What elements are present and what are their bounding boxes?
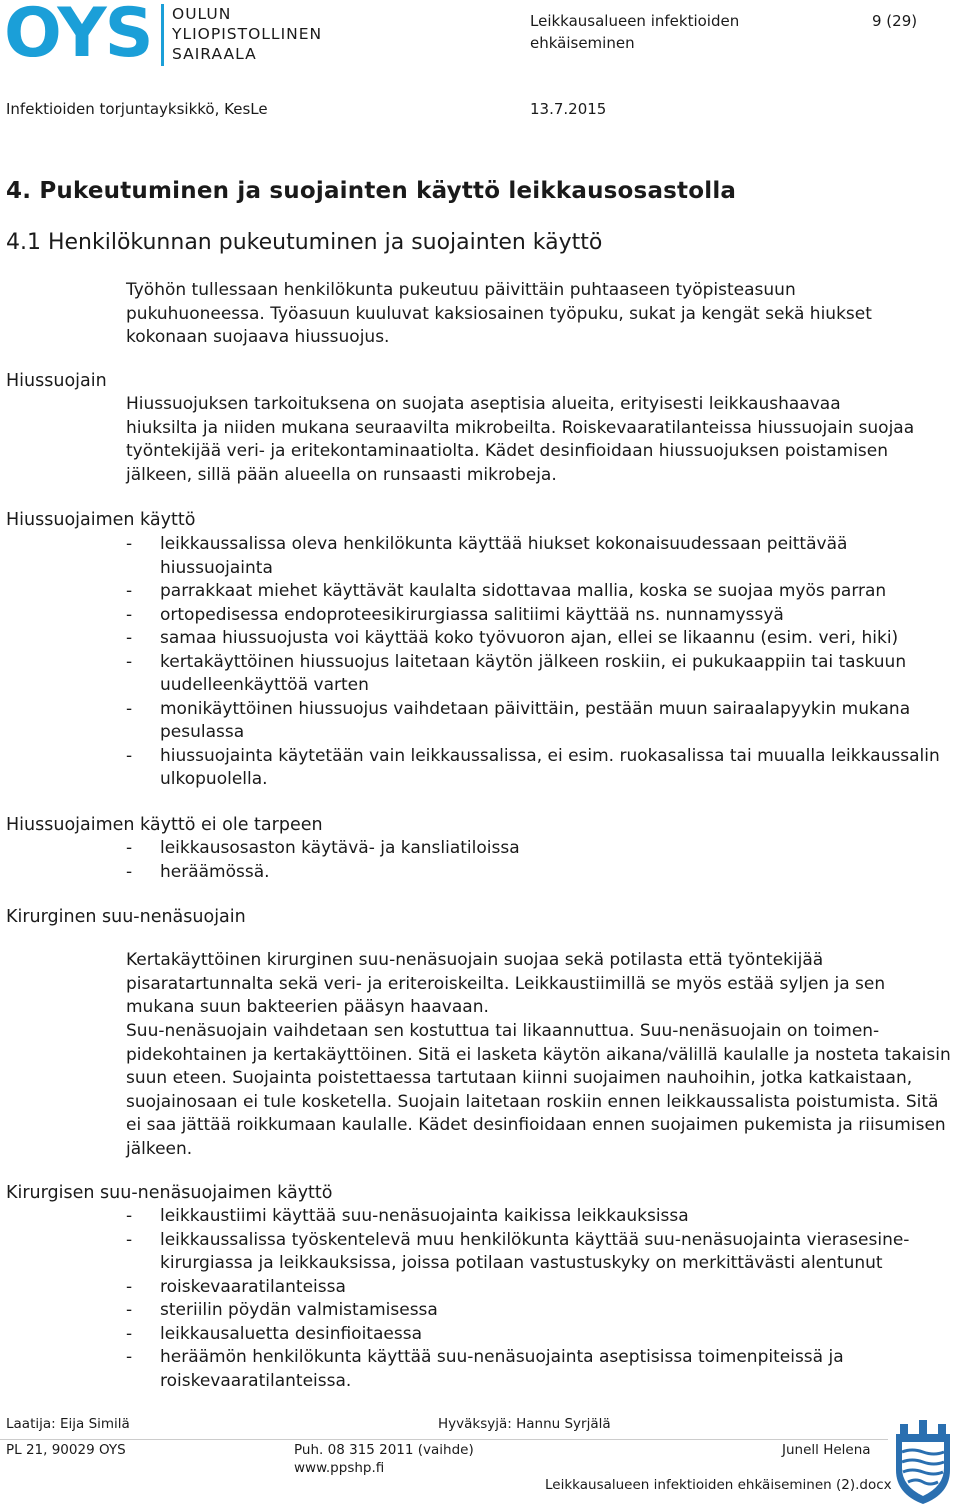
suu-nenasuojain-paragraph-1: Kertakäyttöinen kirurginen suu-nenäsuojain suojaa sekä potilasta että työntekijää pisaratartunnalta sekä veri- ja eriteroiskeilta. Leikkaustiimillä se myös estää syljen ja sen mukana suun bakteerien pääsyn haavaan. [126,950,886,1017]
ei-tarpeen-heading: Hiussuojaimen käyttö ei ole tarpeen [6,815,323,835]
list-item: - hiussuojainta käytetään vain leikkaussalissa, ei esim. ruokasalissa tai muualla leikkaussalin ulkopuolella. [126,745,940,789]
hiussuojaimen-kaytto-list [126,533,958,792]
hospital-logo [4,0,334,73]
subsection-title: 4.1 Henkilökunnan pukeutuminen ja suojainten käyttö [6,230,603,255]
suu-nenasuojain-heading: Kirurginen suu-nenäsuojain [6,907,246,927]
list-item: - leikkaussalissa oleva henkilökunta käyttää hiukset kokonaisuudessaan peittävää hiussuojainta [126,534,848,578]
list-item: - leikkaussalissa työskentelevä muu henkilökunta käyttää suu-nenäsuojainta vierasesine-kirurgiassa ja leikkauksissa, joissa potilaan vastustuskyky on merkittävästi alentunut [126,1229,910,1273]
footer-filename: Leikkausalueen infektioiden ehkäiseminen (2).docx [545,1477,892,1493]
crest-logo [892,1418,954,1506]
logo-line-2: YLIOPISTOLLINEN [172,25,323,43]
intro-paragraph: Työhön tullessaan henkilökunta pukeutuu päivittäin puhtaaseen työpisteasuun pukuhuoneessa. Työasuun kuuluvat kaksiosainen työpuku, sukat ja kengät sekä hiukset kokonaan suojaava hiussuojus. [126,280,872,347]
document-date: 13.7.2015 [530,100,607,118]
list-item: - roiskevaaratilanteissa [126,1276,346,1297]
suu-nenasuojaimen-kaytto-heading: Kirurgisen suu-nenäsuojaimen käyttö [6,1183,333,1203]
footer-phone: Puh. 08 315 2011 (vaihde) [294,1442,474,1458]
footer-person: Junell Helena [782,1442,871,1458]
logo-line-3: SAIRAALA [172,45,257,63]
list-item: - heräämön henkilökunta käyttää suu-nenäsuojainta aseptisissa toimenpiteissä ja roiskevaaratilanteissa. [126,1347,844,1391]
list-item: - kertakäyttöinen hiussuojus laitetaan käytön jälkeen roskiin, ei pukukaappiin tai taskuun uudelleenkäyttöä varten [126,651,907,695]
logo-mark: OYS [4,0,152,73]
suu-nenasuojaimen-kaytto-list [126,1205,958,1393]
list-item: - leikkausosaston käytävä- ja kansliatiloissa [126,838,520,858]
list-item: - samaa hiussuojusta voi käyttää koko työvuoron ajan, ellei se likaannu (esim. veri, hiki) [126,628,899,648]
page-number: 9 (29) [872,12,918,30]
logo-text [172,4,322,64]
list-item: - leikkausaluetta desinfioitaessa [126,1323,422,1344]
list-item: - heräämössä. [126,861,270,882]
list-item: - monikäyttöinen hiussuojus vaihdetaan päivittäin, pestään muun sairaalapyykin mukana pesulassa [126,698,911,742]
footer-approver: Hyväksyjä: Hannu Syrjälä [438,1416,611,1432]
document-title: Leikkausalueen infektioiden ehkäiseminen [530,12,740,52]
logo-divider [161,4,164,66]
crest-icon [892,1418,954,1506]
hiussuojaimen-kaytto-heading: Hiussuojaimen käyttö [6,510,196,530]
suu-nenasuojain-paragraph-2: Suu-nenäsuojain vaihdetaan sen kostuttua tai likaannuttua. Suu-nenäsuojain on toimen-pidekohtainen ja kertakäyttöinen. Sitä ei lasketa käytön aikana/välillä kaulalle ja nosteta takaisin suun eteen. Suojainta poistettaessa tartutaan kiinni suojaimen nauhoihin, jotka katkaistaan, suojainosaan ei tule kosketella. Suojain laitetaan roskiin ennen leikkaussalista poistumista. Sitä ei saa jättää roikkumaan kaulalle. Kädet desinfioidaan ennen suojaimen pukemista ja riisumisen jälkeen. [126,1021,951,1159]
logo-line-1: OULUN [172,5,232,23]
footer-author: Laatija: Eija Similä [6,1416,130,1432]
list-item: - parrakkaat miehet käyttävät kaulalta sidottavaa mallia, koska se suojaa myös parran [126,581,887,601]
section-title: 4. Pukeutuminen ja suojainten käyttö leikkausosastolla [6,178,737,204]
hiussuojain-heading: Hiussuojain [6,371,107,391]
list-item: - ortopedisessa endoproteesikirurgiassa salitiimi käyttää ns. nunnamyssyä [126,604,784,625]
unit-name: Infektioiden torjuntayksikkö, KesLe [6,100,268,118]
list-item: - steriilin pöydän valmistamisessa [126,1300,438,1320]
hiussuojain-paragraph: Hiussuojuksen tarkoituksena on suojata aseptisia alueita, erityisesti leikkaushaavaa hiuksilta ja niiden mukana seuraavilta mikrobeilta. Roiskevaaratilanteissa hiussuojain suojaa työntekijää veri- ja eritekontaminaatiolta. Kädet desinfioidaan hiussuojuksen poistamisen jälkeen, sillä pään alueella on runsaasti mikrobeja. [126,394,915,485]
ei-tarpeen-list [126,837,926,884]
footer-divider [0,1439,888,1440]
footer-website[interactable]: www.ppshp.fi [294,1460,385,1476]
footer-address: PL 21, 90029 OYS [6,1442,126,1458]
list-item: - leikkaustiimi käyttää suu-nenäsuojainta kaikissa leikkauksissa [126,1206,689,1226]
